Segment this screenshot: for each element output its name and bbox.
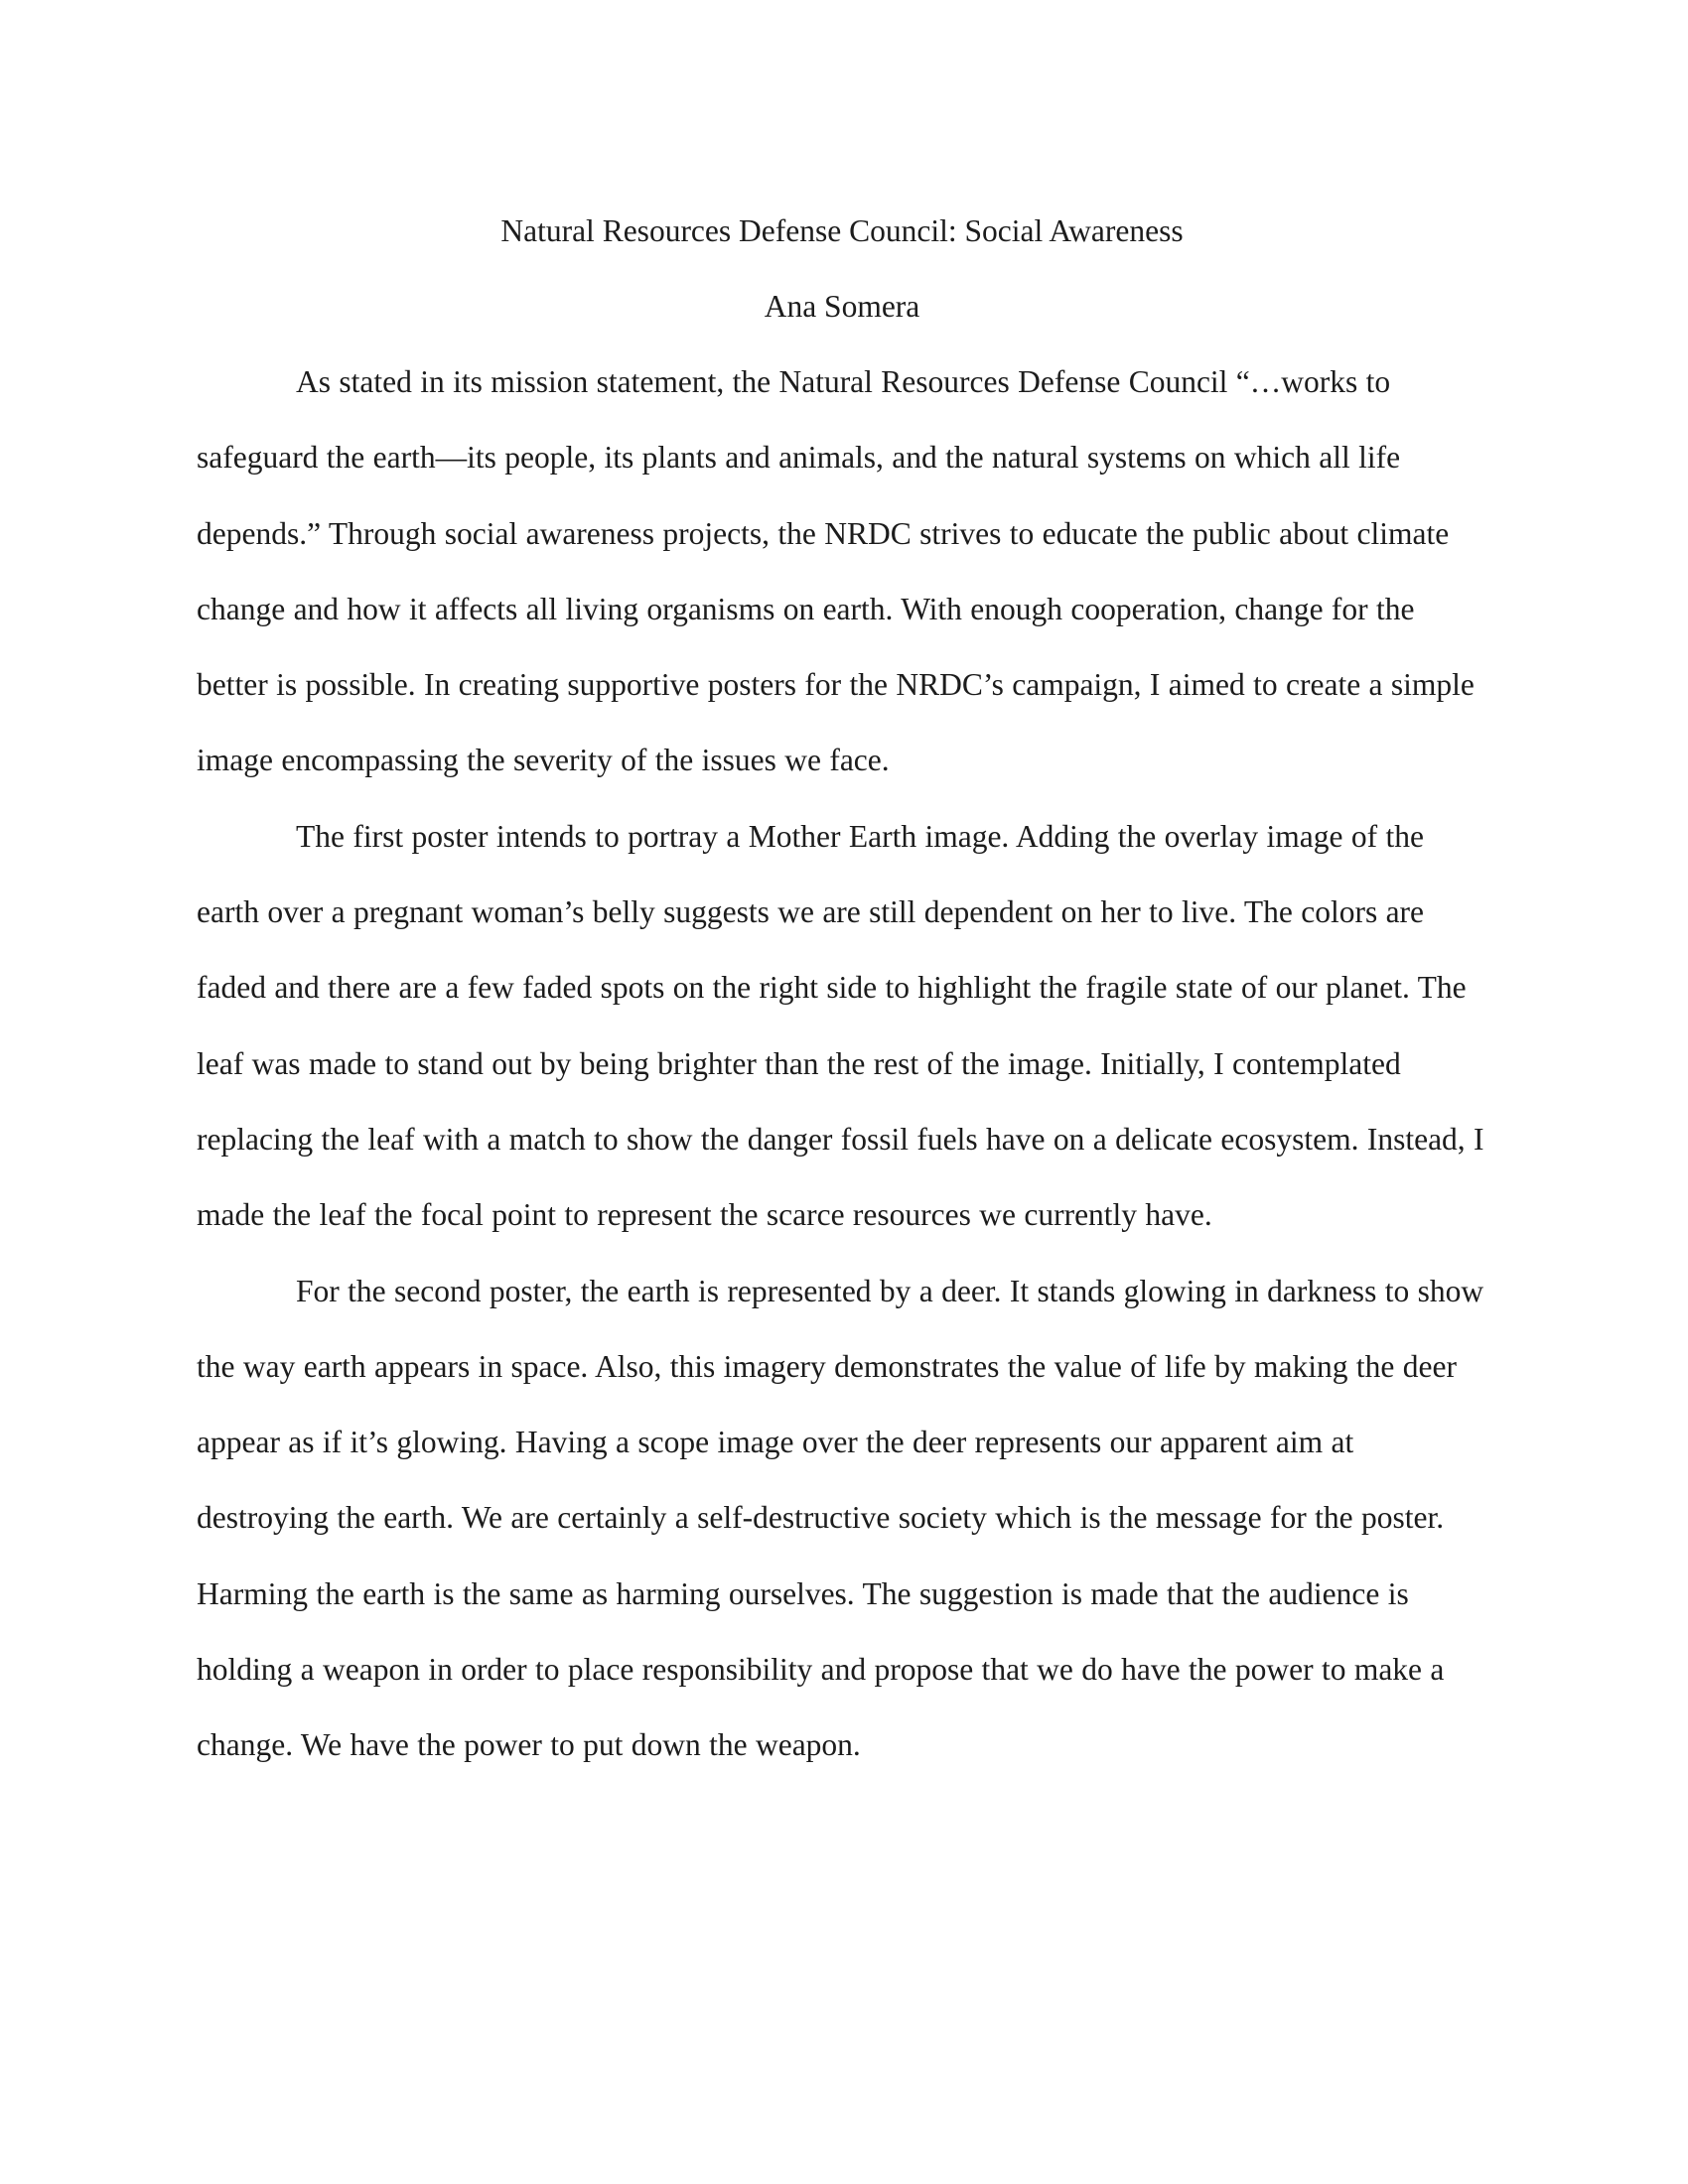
document-author: Ana Somera [764, 289, 920, 324]
paragraph-mission-statement: As stated in its mission statement, the Natural Resources Defense Council “…works to safeguard the earth—its people, its plants and animals, and the natural systems on which all life depends.” Through social awareness projects, the NRDC strives to educate the public about climate change and how it affects all living organisms on earth. With enough cooperation, change for the better is possible. In creating supportive posters for the NRDC’s campaign, I aimed to create a simple image encompassing the severity of the issues we face. [197, 364, 1475, 778]
document-body [197, 194, 1487, 1784]
document-title: Natural Resources Defense Council: Social Awareness [500, 213, 1184, 248]
paragraph-first-poster: The first poster intends to portray a Mother Earth image. Adding the overlay image of the earth over a pregnant woman’s belly suggests we are still dependent on her to live. The colors are faded and there are a few faded spots on the right side to highlight the fragile state of our planet. The leaf was made to stand out by being brighter than the rest of the image. Initially, I contemplated replacing the leaf with a match to show the danger fossil fuels have on a delicate ecosystem. Instead, I made the leaf the focal point to represent the scarce resources we currently have. [197, 818, 1484, 1233]
paragraph-second-poster: For the second poster, the earth is represented by a deer. It stands glowing in darkness to show the way earth appears in space. Also, this imagery demonstrates the value of life by making the deer appear as if it’s glowing. Having a scope image over the deer represents our apparent aim at destroying the earth. We are certainly a self-destructive society which is the message for the poster. Harming the earth is the same as harming ourselves. The suggestion is made that the audience is holding a weapon in order to place responsibility and propose that we do have the power to make a change. We have the power to put down the weapon. [197, 1273, 1484, 1763]
